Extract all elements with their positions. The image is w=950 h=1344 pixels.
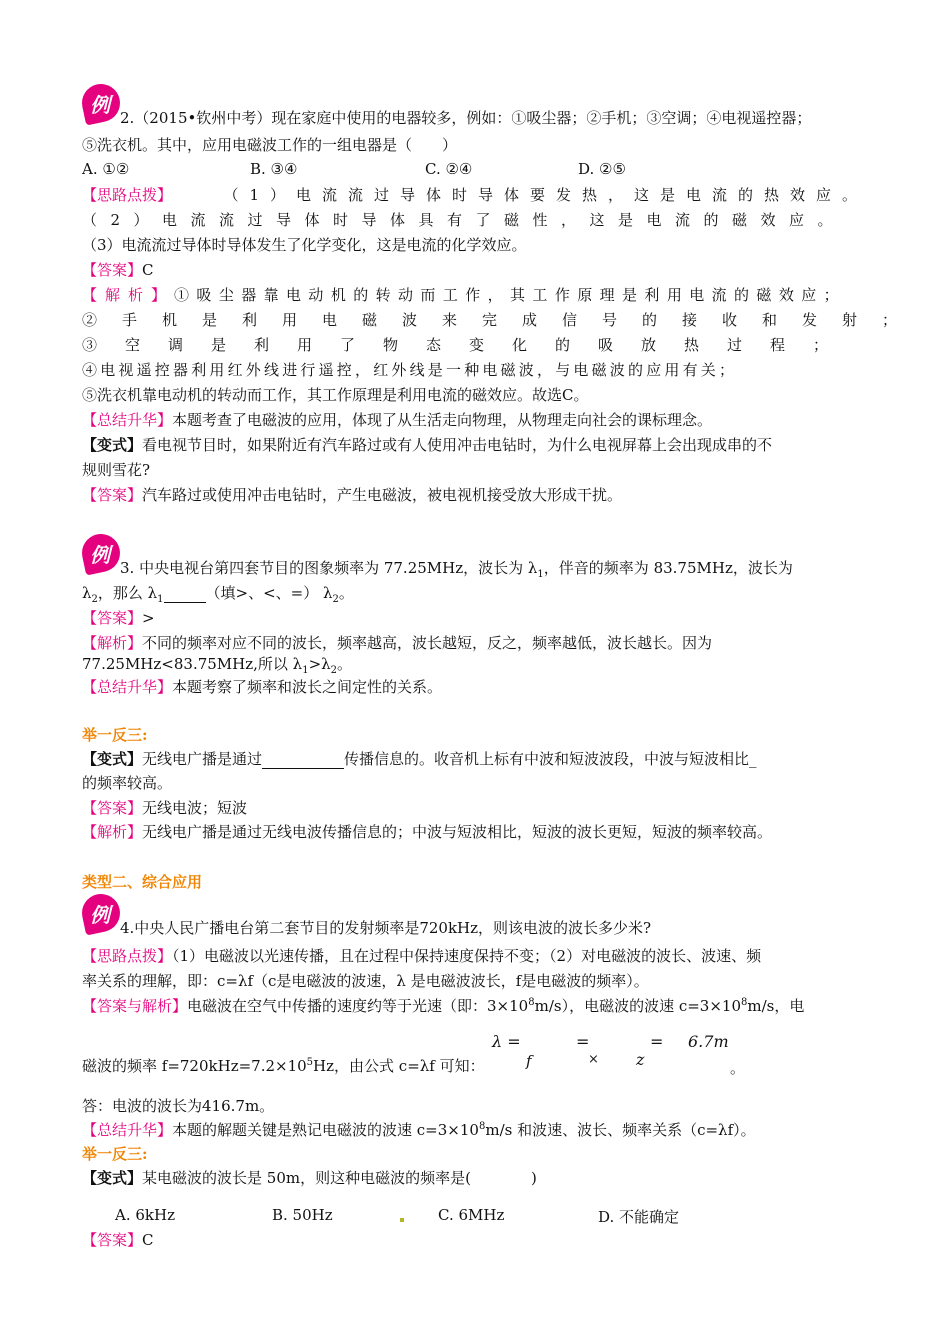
wavelength-formula: λ = f = × = z 6.7m	[492, 1032, 729, 1070]
example-badge: 例	[78, 890, 123, 935]
practice1-answer: 【答案】无线电波；短波	[82, 799, 248, 817]
q4-hint-line1: 【思路点拨】（1）电磁波以光速传播，且在过程中保持速度保持不变；（2）对电磁波的波长、波速、频	[82, 947, 762, 965]
practice1-variant: 【变式】无线电广播是通过 传播信息的。收音机上标有中波和短波波段，中波与短波相比_	[82, 750, 757, 768]
q2-hint-line2: （2）电流流过导体时导体具有了磁性，这是电流的磁效应。	[82, 211, 847, 229]
q3-analysis-line1: 【解析】不同的频率对应不同的波长，频率越高，波长越短，反之，频率越低，波长越长。因为	[82, 634, 713, 652]
q3-line2: $\lambda_2$，那么 $\lambda_1$ （填>、<、=） $\lambda_2$。	[82, 584, 354, 605]
q2-analysis-line3: ③空调是利用了物态变化的吸放热过程；	[82, 336, 857, 354]
q4-hint-line2: 率关系的理解，即：c=λf（c是电磁波的波速，λ 是电磁波波长，f是电磁波的频率）。	[82, 972, 649, 990]
q3-summary: 【总结升华】本题考察了频率和波长之间定性的关系。	[82, 678, 443, 696]
q3-line1: 3. 中央电视台第四套节目的图象频率为 77.25MHz，波长为 $\lambda_1$，伴音的频率为 83.75MHz，波长为	[120, 559, 793, 580]
practice2-option-d: D. 不能确定	[598, 1208, 680, 1226]
q3-analysis-line2: 77.25MHz<83.75MHz,所以 $\lambda_1>\lambda_2$。	[82, 655, 353, 676]
q2-option-d: D. ②⑤	[578, 160, 626, 178]
practice2-answer: 【答案】C	[82, 1231, 154, 1249]
q2-option-a: A. ①②	[82, 160, 130, 178]
q3-answer: 【答案】>	[82, 609, 155, 627]
q2-analysis-line4: ④电视遥控器利用红外线进行遥控，红外线是一种电磁波，与电磁波的应用有关；	[82, 361, 738, 379]
practice-heading: 举一反三:	[82, 726, 148, 744]
q4-answer-line2: 磁波的频率 $f=720kHz=7.2\times 10^5Hz$，由公式 c=λf 可知：	[82, 1057, 485, 1075]
q2-variant-line2: 规则雪花?	[82, 461, 151, 479]
practice1-analysis: 【解析】无线电广播是通过无线电波传播信息的；中波与短波相比，短波的波长更短，短波的频率较高。	[82, 823, 773, 841]
example-badge: 例	[78, 530, 123, 575]
answer-blank[interactable]	[262, 754, 344, 769]
q2-analysis-line1: 【解析】①吸尘器靠电动机的转动而工作，其工作原理是利用电流的磁效应；	[82, 286, 847, 304]
q2-variant: 【变式】看电视节目时，如果附近有汽车路过或有人使用冲击电钻时，为什么电视屏幕上会出现成串的不	[82, 436, 773, 454]
q4-summary: 【总结升华】本题的解题关键是熟记电磁波的波速 $c=3\times 10^8m/s$ 和波速、波长、频率关系（c=λf）。	[82, 1121, 756, 1139]
q2-option-c: C. ②④	[425, 160, 473, 178]
decorative-dot	[400, 1218, 404, 1222]
q2-option-b: B. ③④	[250, 160, 298, 178]
example-badge: 例	[78, 80, 123, 125]
hint-tag: 【思路点拨】	[82, 186, 173, 204]
q4-final: 答：电波的波长为416.7m。	[82, 1097, 275, 1115]
practice2-variant: 【变式】某电磁波的波长是 50m，则这种电磁波的频率是( )	[82, 1169, 537, 1187]
practice2-option-b: B. 50Hz	[272, 1206, 333, 1224]
q2-summary: 【总结升华】本题考查了电磁波的应用，体现了从生活走向物理，从物理走向社会的课标理念。	[82, 411, 713, 429]
practice2-option-a: A. 6kHz	[115, 1206, 175, 1224]
practice1-variant-line2: 的频率较高。	[82, 774, 173, 792]
section-heading: 类型二、综合应用	[82, 873, 203, 891]
q4-answer-end: 。	[730, 1059, 746, 1077]
q2-line2: ⑤洗衣机。其中，应用电磁波工作的一组电器是（ ）	[82, 136, 458, 154]
answer-blank[interactable]	[164, 588, 206, 603]
q4-line1: 4.中央人民广播电台第二套节目的发射频率是720kHz，则该电波的波长多少米?	[120, 919, 652, 937]
q2-line1: 2.（2015•钦州中考）现在家庭中使用的电器较多，例如：①吸尘器；②手机；③空调；④电视遥控器；	[120, 109, 812, 127]
q2-variant-answer: 【答案】汽车路过或使用冲击电钻时，产生电磁波，被电视机接受放大形成干扰。	[82, 486, 623, 504]
practice2-option-c: C. 6MHz	[438, 1206, 505, 1224]
practice-heading: 举一反三:	[82, 1145, 148, 1163]
q2-analysis-line5: ⑤洗衣机靠电动机的转动而工作，其工作原理是利用电流的磁效应。故选C。	[82, 386, 589, 404]
q2-hint-line1	[82, 185, 868, 205]
q2-answer: 【答案】C	[82, 261, 154, 279]
hint-text: （1）电流流过导体时导体要发热，这是电流的热效应。	[223, 186, 868, 204]
q2-hint-line3: （3）电流流过导体时导体发生了化学变化，这是电流的化学效应。	[82, 236, 527, 254]
q2-analysis-line2: ②手机是利用电磁波来完成信号的接收和发射；	[82, 311, 923, 329]
q4-answer-line1: 【答案与解析】电磁波在空气中传播的速度约等于光速（即：$3\times 10^8m/s$），电磁波的波速 $c=3\times 10^8m/s$，电	[82, 997, 805, 1015]
